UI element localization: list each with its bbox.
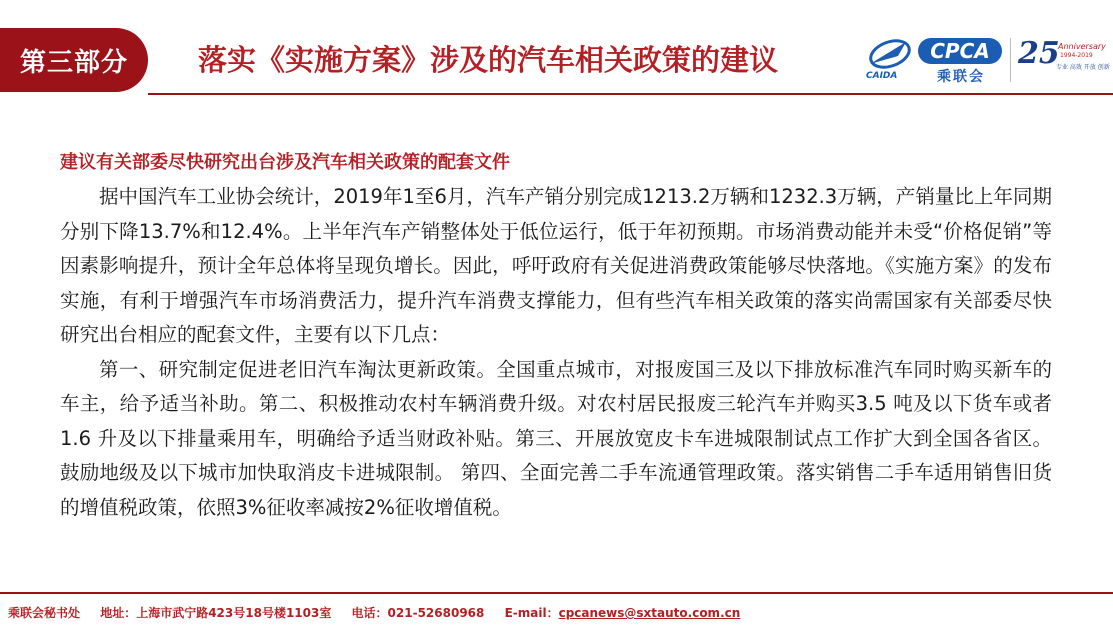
caida-logo-text: CAIDA <box>866 71 898 81</box>
anniversary-word: Anniversary <box>1058 42 1106 51</box>
footer-email-label: E-mail： <box>504 606 559 620</box>
section-label: 第三部分 <box>0 28 148 92</box>
footer-divider <box>0 592 1113 594</box>
caida-logo <box>862 34 914 82</box>
content-subheading: 建议有关部委尽快研究出台涉及汽车相关政策的配套文件 <box>60 152 510 173</box>
footer-address: 地址：上海市武宁路423号18号楼1103室 <box>100 606 332 620</box>
content-body <box>60 180 1052 525</box>
anniversary-logo <box>1018 36 1108 84</box>
cpca-logo-text: CPCA <box>918 38 1002 64</box>
cpca-logo <box>918 34 1004 85</box>
footer <box>8 604 756 621</box>
header-divider <box>148 93 1113 95</box>
anniversary-number: 25 <box>1018 36 1060 71</box>
footer-org: 乘联会秘书处 <box>8 606 81 620</box>
cpca-logo-cn: 乘联会 <box>937 69 985 85</box>
footer-phone: 电话：021-52680968 <box>351 606 485 620</box>
footer-email-link[interactable]: cpcanews@sxtauto.com.cn <box>558 606 741 620</box>
anniversary-years: 1994-2019 <box>1060 52 1093 59</box>
paragraph-1: 据中国汽车工业协会统计，2019年1至6月，汽车产销分别完成1213.2万辆和1232.3万辆，产销量比上年同期分别下降13.7%和12.4%。上半年汽车产销整体处于低位运行，低于年初预期。市场消费动能并未受“价格促销”等因素影响提升，预计全年总体将呈现负增长。因此，呼吁政府有关促进消费政策能够尽快落地。《实施方案》的发布实施，有利于增强汽车市场消费活力，提升汽车消费支撑能力，但有些汽车相关政策的落实尚需国家有关部委尽快研究出台相应的配套文件，主要有以下几点： <box>60 185 1052 346</box>
header <box>0 0 1113 96</box>
anniversary-tags: 专业 高效 开放 创新 <box>1056 64 1110 71</box>
page-title: 落实《实施方案》涉及的汽车相关政策的建议 <box>198 43 779 77</box>
logo-divider <box>1010 38 1011 82</box>
paragraph-2: 第一、研究制定促进老旧汽车淘汰更新政策。全国重点城市，对报废国三及以下排放标准汽车同时购买新车的车主，给予适当补助。第二、积极推动农村车辆消费升级。对农村居民报废三轮汽车并购买3.5 吨及以下货车或者1.6 升及以下排量乘用车，明确给予适当财政补贴。第三、开展放宽皮卡车进城限制试点工作扩大到全国各省区。鼓励地级及以下城市加快取消皮卡进城限制。 第四、全面完善二手车流通管理政策。落实销售二手车适用销售旧货的增值税政策，依照3%征收率减按2%征收增值税。 <box>60 357 1052 519</box>
